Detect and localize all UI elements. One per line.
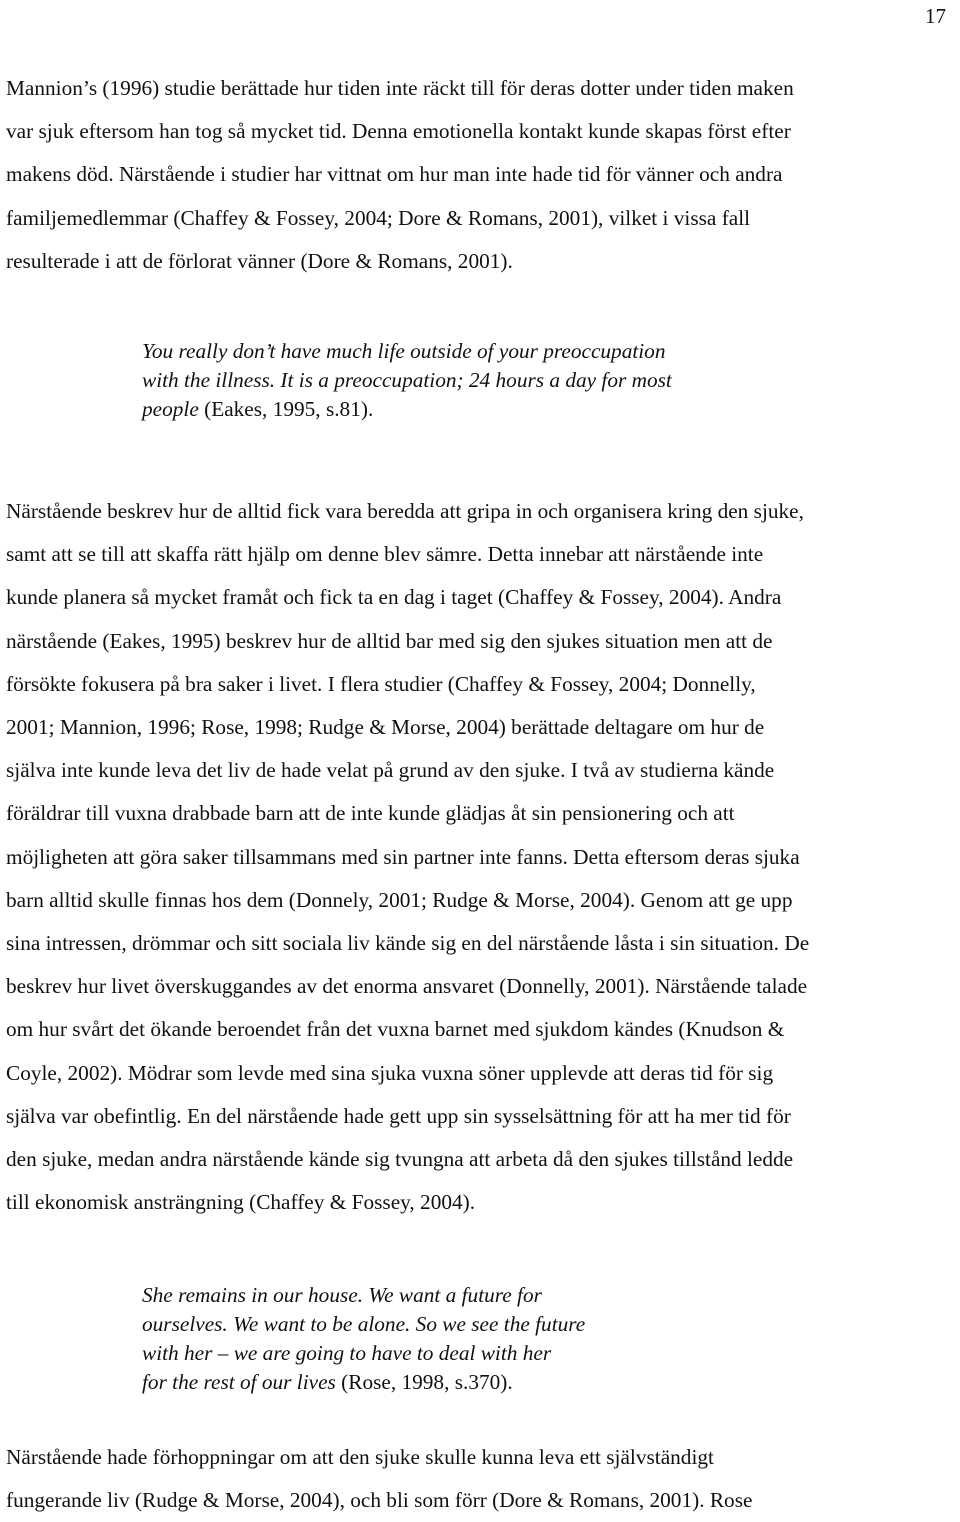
paragraph-line: sina intressen, drömmar och sitt sociala liv kände sig en del närstående låsta i sin situation. De <box>6 931 810 956</box>
quote-line: She remains in our house. We want a future for <box>142 1283 542 1307</box>
quote-citation: (Rose, 1998, s.370). <box>335 1370 513 1394</box>
paragraph-line: makens död. Närstående i studier har vittnat om hur man inte hade tid för vänner och andra <box>6 162 783 187</box>
paragraph-line: själva inte kunde leva det liv de hade velat på grund av den sjuke. I två av studierna kände <box>6 758 775 783</box>
quote-last-line <box>142 1368 902 1397</box>
paragraph-line: om hur svårt det ökande beroendet från det vuxna barnet med sjukdom kändes (Knudson & <box>6 1017 785 1042</box>
paragraph-3 <box>6 1436 956 1522</box>
quote-line: You really don’t have much life outside of your preoccupation <box>142 339 666 363</box>
quote-line: for the rest of our lives <box>142 1370 336 1394</box>
paragraph-line: resulterade i att de förlorat vänner (Dore & Romans, 2001). <box>6 248 513 273</box>
quote-citation: (Eakes, 1995, s.81). <box>198 397 374 421</box>
paragraph-1 <box>6 67 956 283</box>
quote-last-line <box>142 395 902 424</box>
paragraph-line: kunde planera så mycket framåt och fick ta en dag i taget (Chaffey & Fossey, 2004). Andra <box>6 585 782 610</box>
quote-line: with the illness. It is a preoccupation; 24 hours a day for most <box>142 368 672 392</box>
paragraph-line: Närstående hade förhoppningar om att den sjuke skulle kunna leva ett självständigt <box>6 1445 714 1469</box>
paragraph-line: Coyle, 2002). Mödrar som levde med sina sjuka vuxna söner upplevde att deras tid för sig <box>6 1060 774 1085</box>
paragraph-line: var sjuk eftersom han tog så mycket tid. Denna emotionella kontakt kunde skapas först efter <box>6 119 791 144</box>
page-number: 17 <box>925 4 946 28</box>
paragraph-line: barn alltid skulle finnas hos dem (Donnely, 2001; Rudge & Morse, 2004). Genom att ge upp <box>6 887 793 912</box>
paragraph-line: Mannion’s (1996) studie berättade hur tiden inte räckt till för deras dotter under tiden maken <box>6 76 794 100</box>
paragraph-line: försökte fokusera på bra saker i livet. I flera studier (Chaffey & Fossey, 2004; Donnelly, <box>6 671 756 696</box>
quote-line: with her – we are going to have to deal with her <box>142 1341 552 1365</box>
paragraph-line: närstående (Eakes, 1995) beskrev hur de alltid bar med sig den sjukes situation men att de <box>6 628 773 653</box>
paragraph-line: samt att se till att skaffa rätt hjälp om denne blev sämre. Detta innebar att närstående inte <box>6 542 764 567</box>
paragraph-line: möjligheten att göra saker tillsammans med sin partner inte fanns. Detta eftersom deras sjuka <box>6 844 800 869</box>
paragraph-line: beskrev hur livet överskuggandes av det enorma ansvaret (Donnelly, 2001). Närstående talade <box>6 974 808 999</box>
quote-line: ourselves. We want to be alone. So we see the future <box>142 1312 586 1336</box>
paragraph-line: den sjuke, medan andra närstående kände sig tvungna att arbeta då den sjukes tillstånd ledde <box>6 1147 794 1172</box>
paragraph-line: 2001; Mannion, 1996; Rose, 1998; Rudge & Morse, 2004) berättade deltagare om hur de <box>6 715 765 740</box>
paragraph-line: föräldrar till vuxna drabbade barn att de inte kunde glädjas åt sin pensionering och att <box>6 801 735 826</box>
block-quote-2 <box>142 1281 902 1397</box>
block-quote-1 <box>142 337 902 424</box>
paragraph-line: till ekonomisk ansträngning (Chaffey & Fossey, 2004). <box>6 1190 476 1215</box>
quote-line: people <box>142 397 199 421</box>
paragraph-2 <box>6 490 956 1224</box>
paragraph-line: familjemedlemmar (Chaffey & Fossey, 2004; Dore & Romans, 2001), vilket i vissa fall <box>6 205 751 230</box>
paragraph-line: Närstående beskrev hur de alltid fick vara beredda att gripa in och organisera kring den sjuke, <box>6 499 804 523</box>
paragraph-line: själva var obefintlig. En del närstående hade gett upp sin sysselsättning för att ha mer tid för <box>6 1103 791 1128</box>
paragraph-line: fungerande liv (Rudge & Morse, 2004), och bli som förr (Dore & Romans, 2001). Rose <box>6 1488 753 1513</box>
